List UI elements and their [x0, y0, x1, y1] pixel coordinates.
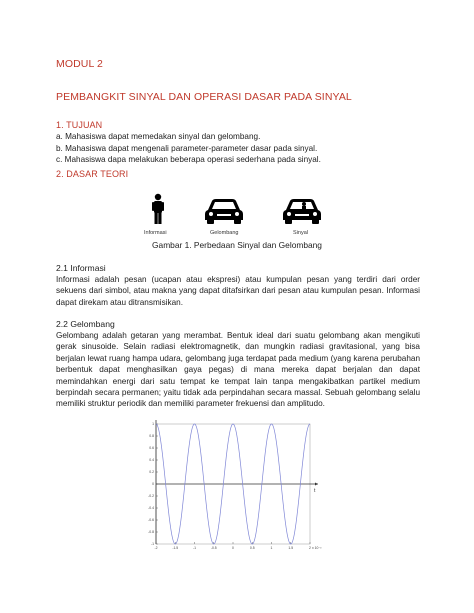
x-tick-label: 2 [309, 546, 311, 550]
y-tick-label: -1 [150, 542, 154, 547]
figure-caption: Gambar 1. Perbedaan Sinyal dan Gelombang [152, 240, 322, 250]
page-title: PEMBANGKIT SINYAL DAN OPERASI DASAR PADA SINYAL [56, 91, 352, 103]
y-tick-label: -0.8 [148, 530, 154, 535]
list-item: a. Mahasiswa dapat memedakan sinyal dan gelombang. [56, 132, 261, 141]
car-icon [205, 199, 243, 224]
figure-label-gelombang: Gelombang [210, 230, 239, 236]
y-tick-label: -0.4 [148, 506, 154, 511]
x-tick-label: -2 [154, 546, 158, 550]
figure-signal-vs-wave [138, 192, 338, 238]
y-tick-label: 0.2 [149, 470, 154, 475]
section-heading-tujuan: 1. TUJUAN [56, 120, 103, 130]
figure-label-informasi: Informasi [144, 230, 167, 236]
chart-svg [142, 418, 328, 556]
subsection-heading-informasi: 2.1 Informasi [56, 263, 106, 273]
module-label: MODUL 2 [56, 58, 103, 70]
car-with-driver-icon [283, 199, 321, 224]
y-tick-label: 0.6 [149, 446, 154, 451]
paragraph-gelombang: Gelombang adalah getaran yang merambat. Bentuk ideal dari suatu gelombang akan mengikuti gerak sinusoide. Selain radiasi elektromagnetik, dan mungkin radiasi gravitasional, yang bisa berjalan lewat ruang hampa udara, gelombang juga terdapat pada medium (yang karena perubahan berbentuk dapat menghasilkan gaya pegas) di mana mereka dapat berjalan dan dapat memindahkan energi dari satu tempat ke tempat lain tanpa mengakibatkan partikel medium berpindah secara permanen; yaitu tidak ada perpindahan secara massal. Sebuah gelombang selalu memiliki struktur periodik dan memiliki parameter frekuensi dan amplitudo. [56, 331, 420, 409]
x-tick-label: -0.5 [210, 546, 217, 550]
y-tick-label: 0.8 [149, 434, 154, 439]
person-icon [152, 194, 164, 224]
list-item: c. Mahasiswa dapa melakukan beberapa operasi sederhana pada sinyal. [56, 155, 321, 164]
sinusoid-chart [142, 418, 328, 556]
x-tick-label: 1 [270, 546, 273, 550]
time-axis-arrow [315, 483, 318, 486]
x-tick-label: 0.5 [249, 546, 255, 550]
time-axis-label: t [314, 488, 316, 494]
figure-label-sinyal: Sinyal [293, 230, 308, 236]
x-tick-label: 1.5 [288, 546, 294, 550]
objectives-list [56, 131, 321, 166]
list-item: b. Mahasiswa dapat mengenali parameter-parameter dasar pada sinyal. [56, 143, 318, 153]
y-tick-label: 0.4 [149, 458, 154, 463]
y-tick-label: 0 [152, 482, 154, 487]
paragraph-informasi: Informasi adalah pesan (ucapan atau ekspresi) atau kumpulan pesan yang terdiri dari order sekuens dari simbol, atau makna yang dapat ditafsirkan dari pesan atau kumpulan pesan. Informasi dapat direkam atau ditransmisikan. [56, 275, 420, 307]
y-tick-label: 1 [152, 422, 154, 427]
x-axis-scale-label: x 10⁻³ [312, 546, 322, 550]
y-tick-label: -0.2 [148, 494, 154, 499]
x-tick-label: -1.5 [172, 546, 179, 550]
section-heading-dasar-teori: 2. DASAR TEORI [56, 169, 129, 179]
x-tick-label: 0 [232, 546, 234, 550]
x-tick-label: -1 [192, 546, 197, 550]
y-tick-label: -0.6 [148, 518, 154, 523]
subsection-heading-gelombang: 2.2 Gelombang [56, 319, 115, 329]
